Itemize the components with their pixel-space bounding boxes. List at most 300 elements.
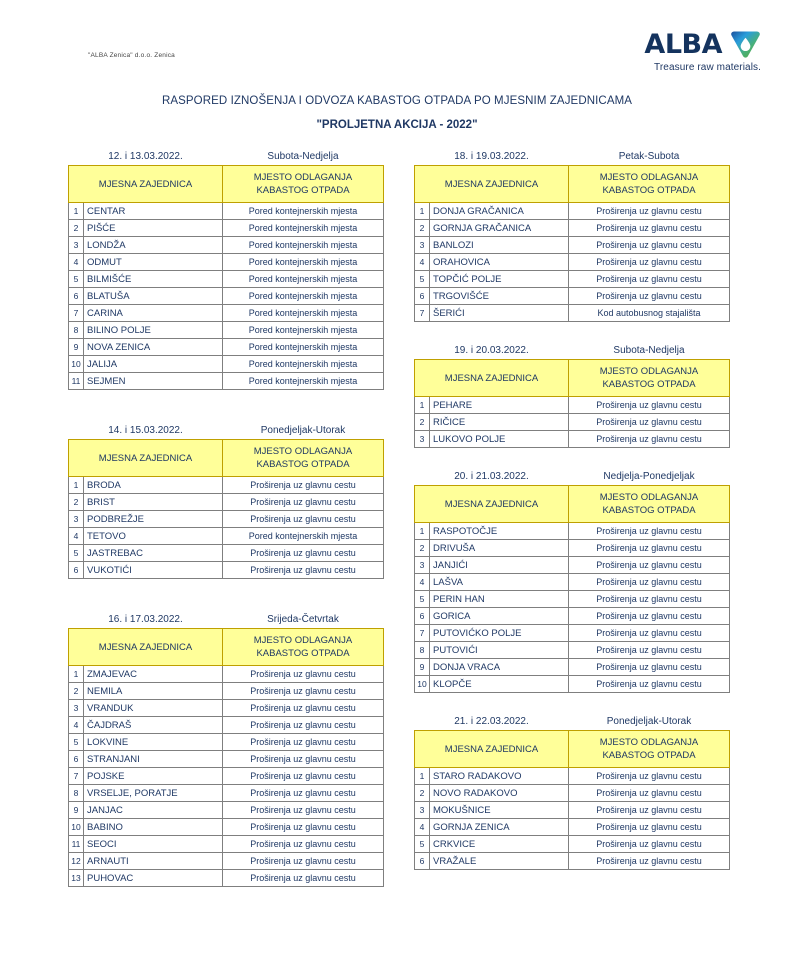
- column-header-mjesna-zajednica: MJESNA ZAJEDNICA: [69, 440, 223, 477]
- table-row: [415, 523, 730, 540]
- table-row: [69, 545, 384, 562]
- community-name-cell: ARNAUTI: [84, 853, 223, 870]
- disposal-location-cell: Proširenja uz glavnu cestu: [569, 591, 730, 608]
- community-name-cell: TETOVO: [84, 528, 223, 545]
- disposal-location-cell: Proširenja uz glavnu cestu: [569, 659, 730, 676]
- disposal-location-cell: Proširenja uz glavnu cestu: [569, 853, 730, 870]
- disposal-location-cell: Proširenja uz glavnu cestu: [223, 683, 384, 700]
- disposal-location-cell: Proširenja uz glavnu cestu: [569, 608, 730, 625]
- schedule-caption: [414, 470, 729, 485]
- disposal-location-cell: Proširenja uz glavnu cestu: [569, 271, 730, 288]
- schedule-block: [414, 715, 729, 870]
- community-name-cell: STRANJANI: [84, 751, 223, 768]
- column-header-mjesto-odlaganja: [569, 731, 730, 768]
- row-number: 4: [415, 254, 430, 271]
- schedule-block: [68, 150, 383, 424]
- disposal-location-cell: Proširenja uz glavnu cestu: [223, 853, 384, 870]
- schedule-caption: [68, 150, 383, 165]
- row-number: 4: [415, 819, 430, 836]
- schedule-weekday-range: Subota-Nedjelja: [613, 345, 685, 356]
- table-row: [69, 203, 384, 220]
- column-header-line-2: KABASTOG OTPADA: [256, 648, 350, 659]
- column-header-mjesto-odlaganja: [223, 629, 384, 666]
- table-row: [415, 254, 730, 271]
- table-row: [415, 625, 730, 642]
- disposal-location-cell: Proširenja uz glavnu cestu: [569, 557, 730, 574]
- disposal-location-cell: Proširenja uz glavnu cestu: [569, 203, 730, 220]
- schedule-caption: [68, 613, 383, 628]
- disposal-location-cell: Pored kontejnerskih mjesta: [223, 237, 384, 254]
- schedule-table: [414, 730, 730, 870]
- page-subtitle: "PROLJETNA AKCIJA - 2022": [316, 119, 478, 131]
- row-number: 2: [415, 414, 430, 431]
- row-number: 11: [69, 836, 84, 853]
- community-name-cell: ODMUT: [84, 254, 223, 271]
- community-name-cell: JALIJA: [84, 356, 223, 373]
- row-number: 5: [415, 836, 430, 853]
- disposal-location-cell: Proširenja uz glavnu cestu: [569, 819, 730, 836]
- row-number: 3: [415, 431, 430, 448]
- community-name-cell: TOPČIĆ POLJE: [430, 271, 569, 288]
- row-number: 1: [69, 477, 84, 494]
- disposal-location-cell: Proširenja uz glavnu cestu: [223, 785, 384, 802]
- alba-triangle-droplet-icon: [730, 30, 761, 59]
- table-row: [415, 676, 730, 693]
- disposal-location-cell: Proširenja uz glavnu cestu: [223, 666, 384, 683]
- community-name-cell: PUHOVAC: [84, 870, 223, 887]
- table-row: [69, 356, 384, 373]
- table-row: [69, 305, 384, 322]
- row-number: 11: [69, 373, 84, 390]
- row-number: 4: [69, 254, 84, 271]
- schedule-weekday-range: Subota-Nedjelja: [267, 151, 339, 162]
- row-number: 3: [69, 700, 84, 717]
- column-header-mjesto-odlaganja: [569, 486, 730, 523]
- disposal-location-cell: Proširenja uz glavnu cestu: [569, 254, 730, 271]
- table-row: [415, 591, 730, 608]
- row-number: 1: [69, 666, 84, 683]
- disposal-location-cell: Proširenja uz glavnu cestu: [223, 734, 384, 751]
- community-name-cell: BRODA: [84, 477, 223, 494]
- community-name-cell: NOVA ZENICA: [84, 339, 223, 356]
- row-number: 5: [415, 271, 430, 288]
- table-row: [415, 414, 730, 431]
- table-row: [415, 305, 730, 322]
- community-name-cell: ZMAJEVAC: [84, 666, 223, 683]
- row-number: 2: [415, 220, 430, 237]
- community-name-cell: CRKVICE: [430, 836, 569, 853]
- community-name-cell: LAŠVA: [430, 574, 569, 591]
- schedule-caption: [414, 715, 729, 730]
- disposal-location-cell: Proširenja uz glavnu cestu: [569, 397, 730, 414]
- schedule-block: [68, 424, 383, 613]
- community-name-cell: BABINO: [84, 819, 223, 836]
- community-name-cell: PUTOVIĆI: [430, 642, 569, 659]
- table-row: [415, 853, 730, 870]
- row-number: 3: [69, 511, 84, 528]
- disposal-location-cell: Proširenja uz glavnu cestu: [569, 540, 730, 557]
- community-name-cell: PIŠĆE: [84, 220, 223, 237]
- row-number: 3: [415, 802, 430, 819]
- community-name-cell: MOKUŠNICE: [430, 802, 569, 819]
- community-name-cell: BLATUŠA: [84, 288, 223, 305]
- row-number: 13: [69, 870, 84, 887]
- row-number: 6: [415, 288, 430, 305]
- row-number: 9: [69, 339, 84, 356]
- community-name-cell: JANJAC: [84, 802, 223, 819]
- row-number: 6: [415, 853, 430, 870]
- schedule-caption: [68, 424, 383, 439]
- table-row: [415, 659, 730, 676]
- disposal-location-cell: Proširenja uz glavnu cestu: [569, 785, 730, 802]
- table-row: [69, 802, 384, 819]
- table-row: [69, 220, 384, 237]
- column-header-mjesna-zajednica: MJESNA ZAJEDNICA: [415, 166, 569, 203]
- column-header-mjesto-odlaganja: [569, 166, 730, 203]
- column-header-mjesna-zajednica: MJESNA ZAJEDNICA: [415, 731, 569, 768]
- table-row: [415, 203, 730, 220]
- community-name-cell: PODBREŽJE: [84, 511, 223, 528]
- row-number: 2: [415, 540, 430, 557]
- schedule-date-range: 20. i 21.03.2022.: [454, 471, 529, 482]
- row-number: 9: [69, 802, 84, 819]
- table-row: [415, 642, 730, 659]
- table-row: [415, 819, 730, 836]
- table-row: [415, 237, 730, 254]
- row-number: 1: [415, 397, 430, 414]
- disposal-location-cell: Proširenja uz glavnu cestu: [569, 414, 730, 431]
- row-number: 2: [69, 494, 84, 511]
- row-number: 7: [415, 625, 430, 642]
- column-header-line-1: MJESTO ODLAGANJA: [253, 635, 353, 646]
- schedule-block: [414, 150, 729, 344]
- table-row: [69, 717, 384, 734]
- column-header-line-2: KABASTOG OTPADA: [602, 185, 696, 196]
- community-name-cell: NOVO RADAKOVO: [430, 785, 569, 802]
- schedule-weekday-range: Ponedjeljak-Utorak: [606, 716, 692, 727]
- table-row: [69, 870, 384, 887]
- community-name-cell: GORNJA GRAČANICA: [430, 220, 569, 237]
- schedule-date-range: 14. i 15.03.2022.: [108, 425, 183, 436]
- block-spacer: [68, 390, 383, 424]
- table-row: [69, 734, 384, 751]
- column-header-line-2: KABASTOG OTPADA: [256, 459, 350, 470]
- community-name-cell: RIČICE: [430, 414, 569, 431]
- row-number: 10: [69, 819, 84, 836]
- document-header: [0, 0, 794, 88]
- schedule-block: [414, 470, 729, 715]
- schedule-column-left: [68, 150, 383, 887]
- column-header-line-2: KABASTOG OTPADA: [602, 505, 696, 516]
- row-number: 1: [415, 768, 430, 785]
- table-row: [415, 220, 730, 237]
- alba-logo: [596, 30, 761, 73]
- block-spacer: [414, 322, 729, 344]
- row-number: 1: [415, 203, 430, 220]
- schedule-table: [414, 359, 730, 448]
- disposal-location-cell: Proširenja uz glavnu cestu: [569, 574, 730, 591]
- table-row: [69, 511, 384, 528]
- schedule-table: [414, 165, 730, 322]
- table-row: [415, 608, 730, 625]
- table-row: [69, 339, 384, 356]
- disposal-location-cell: Proširenja uz glavnu cestu: [223, 870, 384, 887]
- row-number: 8: [69, 785, 84, 802]
- disposal-location-cell: Pored kontejnerskih mjesta: [223, 254, 384, 271]
- company-name-line: "ALBA Zenica" d.o.o. Zenica: [88, 52, 175, 59]
- table-header-row: [415, 731, 730, 768]
- schedule-table: [414, 485, 730, 693]
- disposal-location-cell: Proširenja uz glavnu cestu: [223, 700, 384, 717]
- column-header-mjesto-odlaganja: [223, 440, 384, 477]
- table-row: [69, 288, 384, 305]
- disposal-location-cell: Proširenja uz glavnu cestu: [223, 511, 384, 528]
- community-name-cell: POJSKE: [84, 768, 223, 785]
- row-number: 4: [69, 528, 84, 545]
- table-row: [69, 853, 384, 870]
- table-row: [69, 373, 384, 390]
- table-row: [69, 562, 384, 579]
- community-name-cell: DONJA VRACA: [430, 659, 569, 676]
- disposal-location-cell: Proširenja uz glavnu cestu: [569, 802, 730, 819]
- schedule-table: [68, 439, 384, 579]
- column-header-mjesna-zajednica: MJESNA ZAJEDNICA: [415, 486, 569, 523]
- schedule-caption: [414, 344, 729, 359]
- block-spacer: [414, 693, 729, 715]
- disposal-location-cell: Proširenja uz glavnu cestu: [223, 751, 384, 768]
- community-name-cell: LOKVINE: [84, 734, 223, 751]
- community-name-cell: LUKOVO POLJE: [430, 431, 569, 448]
- schedule-weekday-range: Petak-Subota: [618, 151, 680, 162]
- table-row: [69, 751, 384, 768]
- disposal-location-cell: Proširenja uz glavnu cestu: [569, 642, 730, 659]
- row-number: 6: [69, 288, 84, 305]
- row-number: 5: [69, 545, 84, 562]
- table-row: [69, 768, 384, 785]
- disposal-location-cell: Kod autobusnog stajališta: [569, 305, 730, 322]
- row-number: 6: [415, 608, 430, 625]
- column-header-line-2: KABASTOG OTPADA: [602, 379, 696, 390]
- disposal-location-cell: Pored kontejnerskih mjesta: [223, 288, 384, 305]
- disposal-location-cell: Pored kontejnerskih mjesta: [223, 339, 384, 356]
- community-name-cell: VUKOTIĆI: [84, 562, 223, 579]
- column-header-mjesna-zajednica: MJESNA ZAJEDNICA: [69, 166, 223, 203]
- community-name-cell: BRIST: [84, 494, 223, 511]
- community-name-cell: KLOPČE: [430, 676, 569, 693]
- community-name-cell: ORAHOVICA: [430, 254, 569, 271]
- schedule-date-range: 16. i 17.03.2022.: [108, 614, 183, 625]
- row-number: 12: [69, 853, 84, 870]
- row-number: 4: [415, 574, 430, 591]
- table-row: [69, 528, 384, 545]
- table-row: [69, 322, 384, 339]
- table-row: [415, 574, 730, 591]
- community-name-cell: BILMIŠĆE: [84, 271, 223, 288]
- disposal-location-cell: Proširenja uz glavnu cestu: [223, 836, 384, 853]
- disposal-location-cell: Pored kontejnerskih mjesta: [223, 356, 384, 373]
- community-name-cell: DRIVUŠA: [430, 540, 569, 557]
- disposal-location-cell: Proširenja uz glavnu cestu: [569, 220, 730, 237]
- column-header-mjesto-odlaganja: [569, 360, 730, 397]
- column-header-mjesna-zajednica: MJESNA ZAJEDNICA: [69, 629, 223, 666]
- community-name-cell: ŠERIĆI: [430, 305, 569, 322]
- disposal-location-cell: Proširenja uz glavnu cestu: [223, 562, 384, 579]
- column-header-mjesna-zajednica: MJESNA ZAJEDNICA: [415, 360, 569, 397]
- community-name-cell: CENTAR: [84, 203, 223, 220]
- community-name-cell: PEHARE: [430, 397, 569, 414]
- community-name-cell: TRGOVIŠĆE: [430, 288, 569, 305]
- schedule-date-range: 21. i 22.03.2022.: [454, 716, 529, 727]
- column-header-line-1: MJESTO ODLAGANJA: [253, 446, 353, 457]
- column-header-line-1: MJESTO ODLAGANJA: [599, 172, 699, 183]
- disposal-location-cell: Proširenja uz glavnu cestu: [223, 545, 384, 562]
- community-name-cell: STARO RADAKOVO: [430, 768, 569, 785]
- table-row: [69, 494, 384, 511]
- community-name-cell: VRANDUK: [84, 700, 223, 717]
- row-number: 7: [69, 768, 84, 785]
- row-number: 1: [69, 203, 84, 220]
- column-header-line-2: KABASTOG OTPADA: [256, 185, 350, 196]
- disposal-location-cell: Proširenja uz glavnu cestu: [569, 625, 730, 642]
- disposal-location-cell: Proširenja uz glavnu cestu: [223, 768, 384, 785]
- table-header-row: [415, 486, 730, 523]
- table-row: [69, 836, 384, 853]
- disposal-location-cell: Pored kontejnerskih mjesta: [223, 220, 384, 237]
- column-header-line-1: MJESTO ODLAGANJA: [599, 492, 699, 503]
- table-row: [69, 700, 384, 717]
- disposal-location-cell: Proširenja uz glavnu cestu: [569, 836, 730, 853]
- community-name-cell: RASPOTOČJE: [430, 523, 569, 540]
- block-spacer: [68, 579, 383, 613]
- table-row: [69, 237, 384, 254]
- column-header-mjesto-odlaganja: [223, 166, 384, 203]
- row-number: 10: [415, 676, 430, 693]
- row-number: 7: [415, 305, 430, 322]
- schedule-block: [414, 344, 729, 470]
- row-number: 3: [69, 237, 84, 254]
- row-number: 7: [69, 305, 84, 322]
- community-name-cell: NEMILA: [84, 683, 223, 700]
- community-name-cell: DONJA GRAČANICA: [430, 203, 569, 220]
- community-name-cell: JASTREBAC: [84, 545, 223, 562]
- community-name-cell: BILINO POLJE: [84, 322, 223, 339]
- community-name-cell: GORNJA ZENICA: [430, 819, 569, 836]
- row-number: 2: [69, 220, 84, 237]
- disposal-location-cell: Pored kontejnerskih mjesta: [223, 322, 384, 339]
- row-number: 10: [69, 356, 84, 373]
- table-row: [415, 802, 730, 819]
- column-header-line-1: MJESTO ODLAGANJA: [599, 737, 699, 748]
- community-name-cell: ČAJDRAŠ: [84, 717, 223, 734]
- alba-tagline: Treasure raw materials.: [654, 62, 761, 73]
- table-row: [69, 666, 384, 683]
- community-name-cell: PERIN HAN: [430, 591, 569, 608]
- schedule-weekday-range: Ponedjeljak-Utorak: [260, 425, 346, 436]
- disposal-location-cell: Proširenja uz glavnu cestu: [569, 676, 730, 693]
- row-number: 8: [69, 322, 84, 339]
- column-header-line-1: MJESTO ODLAGANJA: [253, 172, 353, 183]
- community-name-cell: PUTOVIĆKO POLJE: [430, 625, 569, 642]
- table-row: [415, 785, 730, 802]
- schedule-weekday-range: Nedjelja-Ponedjeljak: [603, 471, 695, 482]
- table-header-row: [69, 166, 384, 203]
- schedule-date-range: 12. i 13.03.2022.: [108, 151, 183, 162]
- disposal-location-cell: Proširenja uz glavnu cestu: [569, 237, 730, 254]
- schedule-date-range: 19. i 20.03.2022.: [454, 345, 529, 356]
- community-name-cell: VRAŽALE: [430, 853, 569, 870]
- block-spacer: [414, 448, 729, 470]
- disposal-location-cell: Proširenja uz glavnu cestu: [569, 431, 730, 448]
- table-row: [69, 785, 384, 802]
- row-number: 1: [415, 523, 430, 540]
- column-header-line-2: KABASTOG OTPADA: [602, 750, 696, 761]
- community-name-cell: SEJMEN: [84, 373, 223, 390]
- row-number: 2: [69, 683, 84, 700]
- row-number: 8: [415, 642, 430, 659]
- disposal-location-cell: Proširenja uz glavnu cestu: [223, 802, 384, 819]
- row-number: 6: [69, 751, 84, 768]
- community-name-cell: JANJIĆI: [430, 557, 569, 574]
- row-number: 5: [69, 734, 84, 751]
- table-header-row: [69, 440, 384, 477]
- schedule-column-right: [414, 150, 729, 870]
- community-name-cell: SEOCI: [84, 836, 223, 853]
- table-row: [69, 254, 384, 271]
- row-number: 5: [415, 591, 430, 608]
- table-row: [69, 271, 384, 288]
- disposal-location-cell: Proširenja uz glavnu cestu: [223, 819, 384, 836]
- disposal-location-cell: Proširenja uz glavnu cestu: [223, 477, 384, 494]
- table-row: [415, 557, 730, 574]
- row-number: 9: [415, 659, 430, 676]
- disposal-location-cell: Proširenja uz glavnu cestu: [223, 494, 384, 511]
- table-row: [415, 836, 730, 853]
- disposal-location-cell: Pored kontejnerskih mjesta: [223, 528, 384, 545]
- row-number: 6: [69, 562, 84, 579]
- community-name-cell: BANLOZI: [430, 237, 569, 254]
- row-number: 5: [69, 271, 84, 288]
- disposal-location-cell: Pored kontejnerskih mjesta: [223, 203, 384, 220]
- table-header-row: [69, 629, 384, 666]
- disposal-location-cell: Pored kontejnerskih mjesta: [223, 305, 384, 322]
- alba-wordmark: ALBA: [644, 29, 722, 60]
- table-row: [69, 477, 384, 494]
- table-header-row: [415, 360, 730, 397]
- disposal-location-cell: Pored kontejnerskih mjesta: [223, 271, 384, 288]
- community-name-cell: VRSELJE, PORATJE: [84, 785, 223, 802]
- schedule-weekday-range: Srijeda-Četvrtak: [267, 614, 339, 625]
- row-number: 4: [69, 717, 84, 734]
- table-row: [69, 683, 384, 700]
- community-name-cell: CARINA: [84, 305, 223, 322]
- row-number: 3: [415, 557, 430, 574]
- schedule-caption: [414, 150, 729, 165]
- disposal-location-cell: Pored kontejnerskih mjesta: [223, 373, 384, 390]
- community-name-cell: GORICA: [430, 608, 569, 625]
- schedule-table: [68, 165, 384, 390]
- disposal-location-cell: Proširenja uz glavnu cestu: [569, 523, 730, 540]
- page-title: RASPORED IZNOŠENJA I ODVOZA KABASTOG OTPADA PO MJESNIM ZAJEDNICAMA: [161, 95, 633, 107]
- table-row: [415, 397, 730, 414]
- column-header-line-1: MJESTO ODLAGANJA: [599, 366, 699, 377]
- disposal-location-cell: Proširenja uz glavnu cestu: [569, 768, 730, 785]
- table-row: [415, 271, 730, 288]
- table-row: [415, 288, 730, 305]
- schedule-date-range: 18. i 19.03.2022.: [454, 151, 529, 162]
- row-number: 3: [415, 237, 430, 254]
- table-row: [415, 768, 730, 785]
- community-name-cell: LONDŽA: [84, 237, 223, 254]
